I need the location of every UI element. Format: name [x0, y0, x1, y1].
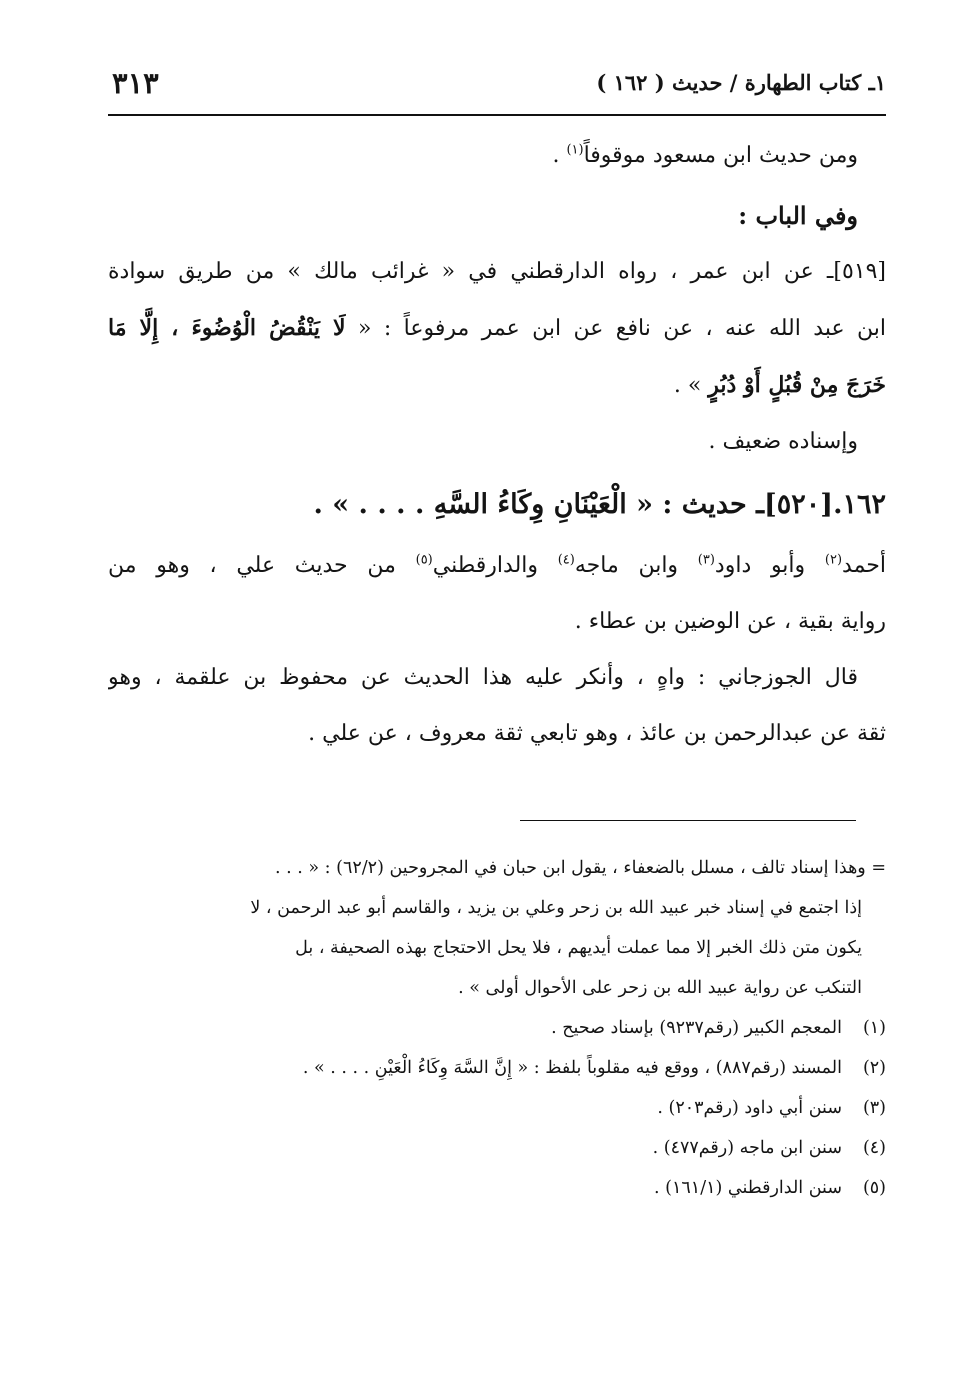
hadith-heading: ١٦٢.[٥٢٠]ـ حديث : « الْعَيْنَانِ وِكَاءُ السَّهِ . . . . » . [313, 489, 886, 520]
hadith-519-text-cont: خَرَجَ مِنْ قُبُلٍ أَوْ دُبُرٍ [708, 372, 886, 398]
footnote-ref-1[interactable]: (١) [566, 142, 584, 158]
footnote-separator [520, 820, 856, 821]
main-text [108, 128, 886, 762]
bab-heading: وفي الباب : [738, 201, 858, 230]
footnote-1 [108, 1008, 886, 1048]
footnote-continuation-line: = وهذا إسناد تالف ، مسلل بالضعفاء ، يقول ابن حبان في المجروحين (٦٢/٢) : « . . . [275, 858, 886, 878]
footnote-4 [108, 1128, 886, 1168]
running-title: ١ـ كتاب الطهارة / حديث ( ١٦٢ ) [596, 70, 886, 95]
footnote-ref-2[interactable]: (٢) [824, 552, 843, 568]
footnote-ref-5[interactable]: (٥) [415, 552, 433, 568]
footnote-number: (٣) [862, 1098, 886, 1118]
footnote-2 [108, 1048, 886, 1088]
footnote-number: (٥) [862, 1178, 886, 1198]
footnote-continuation-line: إذا اجتمع في إسناد خبر عبيد الله بن زحر وعلي بن يزيد ، والقاسم أبو عبد الرحمن ، لا [250, 898, 862, 918]
hadith-519-text: لَا يَنْقُضُ الْوُضُوءَ ، إِلَّا مَا [108, 315, 346, 341]
footnote-text: سنن أبي داود (رقم٢٠٣) . [657, 1098, 842, 1118]
footnote-text: المعجم الكبير (رقم٩٢٣٧) بإسناد صحيح . [551, 1018, 842, 1038]
hadith-519-line-3: خَرَجَ مِنْ قُبُلٍ أَوْ دُبُرٍ » . [673, 372, 886, 398]
isnad-verdict: وإسناده ضعيف . [708, 429, 858, 454]
footnote-continuation-line: يكون متن ذلك الخبر إلا مما عملت أيديهم ، فلا يحل الاحتجاج بهذه الصحيفة ، بل [295, 938, 862, 958]
footnote-number: (٢) [862, 1058, 886, 1078]
footnotes [108, 848, 886, 1208]
takhrij-line-2: رواية بقية ، عن الوضين بن عطاء . [574, 609, 886, 634]
footnote-ref-3[interactable]: (٣) [697, 552, 715, 568]
hadith-519-line-2: ابن عبد الله عنه ، عن نافع عن ابن عمر مرفوعاً : « لَا يَنْقُضُ الْوُضُوءَ ، إِلَّا مَا [108, 315, 886, 341]
page-number: ٣١٣ [112, 66, 159, 100]
footnote-continuation-line: التنكب عن رواية عبيد الله بن زحر على الأحوال أولى » . [458, 978, 862, 998]
takhrij-line-1: أحمد$^{(٢)}$ وأبو داود$^{(٣)}$ وابن ماجه$^{(٤)}$ والدارقطني$^{(٥)}$ من حديث علي ، وهو من [108, 552, 886, 578]
footnote-5 [108, 1168, 886, 1208]
footnote-text: المسند (رقم٨٨٧) ، ووقع فيه مقلوباً بلفظ : « إِنَّ السَّهَ وِكَاءُ الْعَيْنِ . . . . » . [302, 1058, 842, 1078]
jawzajani-line-2: ثقة عن عبدالرحمن بن عائذ ، وهو تابعي ثقة معروف ، عن علي . [308, 721, 886, 746]
opening-line: ومن حديث ابن مسعود موقوفاً$^{(١)}$ . [552, 142, 858, 168]
footnote-3 [108, 1088, 886, 1128]
page-header [108, 66, 886, 116]
jawzajani-line-1: قال الجوزجاني : واهٍ ، وأنكر عليه هذا الحديث عن محفوظ بن علقمة ، وهو [108, 665, 858, 690]
footnote-ref-4[interactable]: (٤) [557, 552, 575, 568]
footnote-text: سنن ابن ماجه (رقم٤٧٧) . [652, 1138, 842, 1158]
footnote-number: (٤) [862, 1138, 886, 1158]
footnote-number: (١) [862, 1018, 886, 1038]
footnote-text: سنن الدارقطني (١٦١/١) . [654, 1178, 842, 1198]
hadith-519-line-1: [٥١٩]ـ عن ابن عمر ، رواه الدارقطني في « غرائب مالك » من طريق سوادة [108, 259, 886, 284]
